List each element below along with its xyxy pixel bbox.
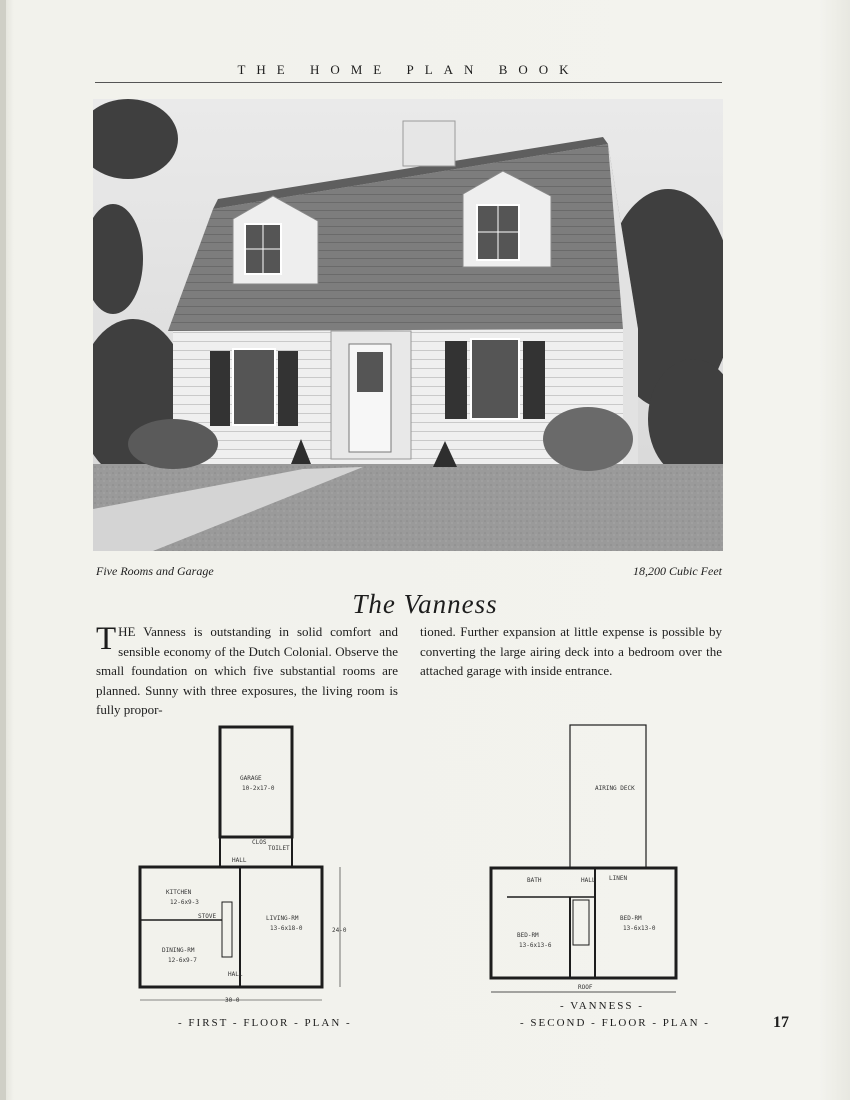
stove-label: STOVE [198, 913, 217, 920]
body-text-left: HE Vanness is outstanding in solid comfort and sensible economy of the Dutch Colonial. Observe the small foundation on which five substantial rooms are planned. Sunny with three exposures, the living room is fully propor- [96, 624, 398, 717]
bedroom-1-dimensions: 13-6x13-6 [519, 942, 552, 949]
linen-label: LINEN [609, 875, 628, 882]
depth-dimension: 24-0 [332, 927, 347, 934]
house-name-title: The Vanness [352, 589, 498, 619]
dining-room-label: DINING-RM [162, 947, 195, 954]
header-rule [95, 82, 722, 83]
window-left [210, 349, 298, 426]
garage-dimensions: 10-2x17-0 [242, 785, 275, 792]
binding-edge [0, 0, 6, 1100]
page-number: 17 [773, 1014, 789, 1031]
caption-volume: 18,200 Cubic Feet [633, 564, 722, 578]
second-floor-caption: - SECOND - FLOOR - PLAN - [520, 1017, 710, 1029]
bedroom-2-label: BED-RM [620, 915, 642, 922]
house-photo [93, 99, 723, 551]
garage-label: GARAGE [240, 775, 262, 782]
upper-hall-label: HALL [232, 857, 247, 864]
house-illustration [93, 99, 723, 551]
bath-label: BATH [527, 877, 542, 884]
living-room-label: LIVING-RM [266, 915, 299, 922]
second-hall-label: HALL [581, 877, 596, 884]
dining-room-dimensions: 12-6x9-7 [168, 957, 197, 964]
airing-deck-label: AIRING DECK [595, 785, 635, 792]
lower-hall-label: HALL [228, 971, 243, 978]
body-column-right: tioned. Further expansion at little expense is possible by converting the large airing deck into a bedroom over the attached garage with inside entrance. [420, 624, 722, 678]
plan-house-name: - VANNESS - [560, 1000, 644, 1012]
first-floor-plan [130, 722, 350, 1012]
window-right [445, 339, 545, 419]
caption-rooms: Five Rooms and Garage [96, 564, 214, 578]
first-floor-caption: - FIRST - FLOOR - PLAN - [178, 1017, 352, 1029]
kitchen-label: KITCHEN [166, 889, 192, 896]
running-header: THE HOME PLAN BOOK [237, 62, 580, 77]
bedroom-2-dimensions: 13-6x13-0 [623, 925, 656, 932]
second-floor-plan [485, 722, 685, 1002]
bedroom-1-label: BED-RM [517, 932, 539, 939]
kitchen-dimensions: 12-6x9-3 [170, 899, 199, 906]
drop-cap: T [96, 621, 117, 657]
body-column-left [96, 622, 398, 720]
closet-label: CLOS [252, 839, 267, 846]
toilet-label: TOILET [268, 845, 290, 852]
roof-label: ROOF [578, 984, 593, 991]
width-dimension: 30-0 [225, 997, 240, 1004]
living-room-dimensions: 13-6x18-0 [270, 925, 303, 932]
